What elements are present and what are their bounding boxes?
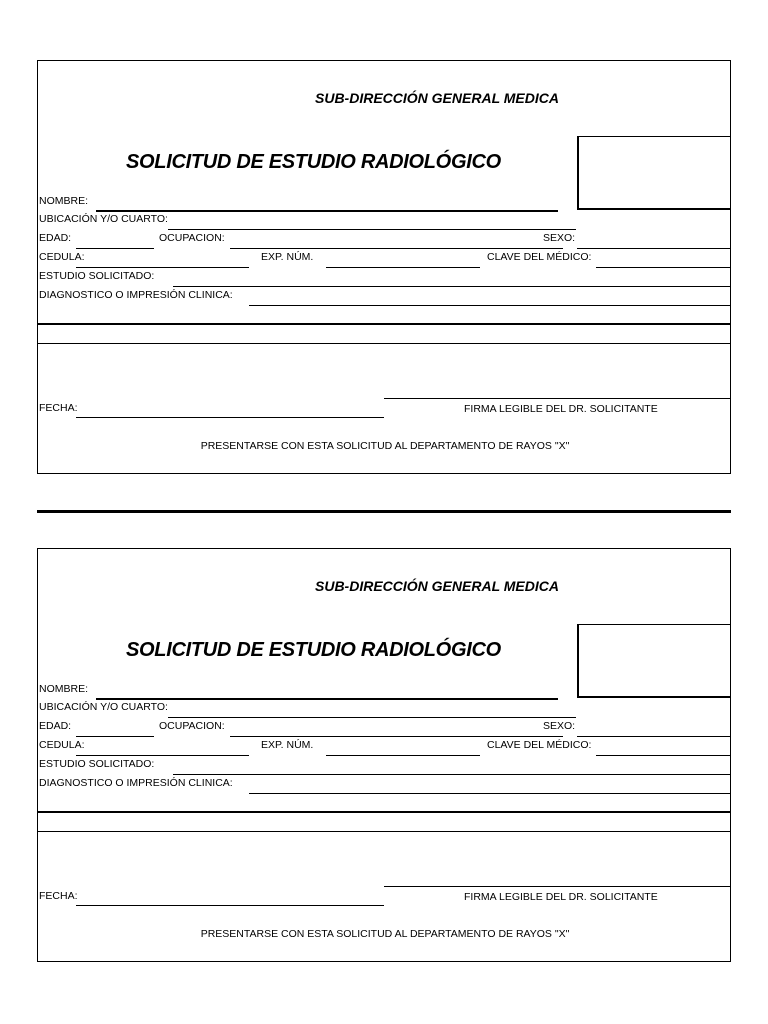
firma-line[interactable]: [384, 398, 731, 399]
form-header: SUB-DIRECCIÓN GENERAL MEDICA: [315, 578, 559, 594]
form-header: SUB-DIRECCIÓN GENERAL MEDICA: [315, 90, 559, 106]
footer-note: PRESENTARSE CON ESTA SOLICITUD AL DEPARTAMENTO DE RAYOS "X": [200, 928, 570, 940]
request-form-1: [37, 60, 731, 474]
ocupacion-field[interactable]: [230, 736, 563, 737]
sexo-label: SEXO:: [543, 232, 576, 244]
fecha-field[interactable]: [76, 905, 384, 906]
edad-label: EDAD:: [39, 720, 72, 732]
exp-num-field[interactable]: [326, 755, 480, 756]
footer-note: PRESENTARSE CON ESTA SOLICITUD AL DEPARTAMENTO DE RAYOS "X": [200, 440, 570, 452]
diagnostico-field[interactable]: [249, 793, 731, 794]
fecha-label: FECHA:: [39, 890, 78, 902]
cedula-field[interactable]: [76, 267, 249, 268]
diagnostico-field[interactable]: [249, 305, 731, 306]
firma-line[interactable]: [384, 886, 731, 887]
exp-num-label: EXP. NÚM.: [261, 251, 314, 263]
cedula-field[interactable]: [76, 755, 249, 756]
nombre-field[interactable]: [96, 210, 558, 212]
form-title: SOLICITUD DE ESTUDIO RADIOLÓGICO: [126, 639, 501, 661]
nombre-label: NOMBRE:: [39, 195, 89, 207]
firma-label: FIRMA LEGIBLE DEL DR. SOLICITANTE: [464, 403, 658, 415]
section-divider-top: [38, 323, 730, 325]
clave-medico-field[interactable]: [596, 267, 731, 268]
ubicacion-label: UBICACIÓN Y/O CUARTO:: [39, 701, 168, 713]
fecha-field[interactable]: [76, 417, 384, 418]
edad-field[interactable]: [76, 736, 154, 737]
stamp-box: [577, 624, 731, 698]
estudio-field[interactable]: [173, 774, 731, 775]
cut-separator: [37, 510, 731, 513]
firma-label: FIRMA LEGIBLE DEL DR. SOLICITANTE: [464, 891, 658, 903]
cedula-label: CEDULA:: [39, 251, 85, 263]
estudio-label: ESTUDIO SOLICITADO:: [39, 270, 155, 282]
ubicacion-field[interactable]: [168, 229, 576, 230]
ubicacion-field[interactable]: [168, 717, 576, 718]
diagnostico-label: DIAGNOSTICO O IMPRESIÓN CLINICA:: [39, 289, 233, 301]
form-title: SOLICITUD DE ESTUDIO RADIOLÓGICO: [126, 151, 501, 173]
estudio-label: ESTUDIO SOLICITADO:: [39, 758, 155, 770]
cedula-label: CEDULA:: [39, 739, 85, 751]
diagnostico-label: DIAGNOSTICO O IMPRESIÓN CLINICA:: [39, 777, 233, 789]
clave-medico-label: CLAVE DEL MÉDICO:: [487, 251, 592, 263]
edad-field[interactable]: [76, 248, 154, 249]
edad-label: EDAD:: [39, 232, 72, 244]
fecha-label: FECHA:: [39, 402, 78, 414]
ocupacion-label: OCUPACION:: [159, 720, 225, 732]
exp-num-label: EXP. NÚM.: [261, 739, 314, 751]
ubicacion-label: UBICACIÓN Y/O CUARTO:: [39, 213, 168, 225]
estudio-field[interactable]: [173, 286, 731, 287]
nombre-field[interactable]: [96, 698, 558, 700]
sexo-field[interactable]: [577, 736, 731, 737]
stamp-box: [577, 136, 731, 210]
ocupacion-field[interactable]: [230, 248, 563, 249]
clave-medico-label: CLAVE DEL MÉDICO:: [487, 739, 592, 751]
section-divider-top: [38, 811, 730, 813]
ocupacion-label: OCUPACION:: [159, 232, 225, 244]
request-form-2: [37, 548, 731, 962]
section-divider-bottom: [38, 831, 730, 832]
section-divider-bottom: [38, 343, 730, 344]
sexo-field[interactable]: [577, 248, 731, 249]
nombre-label: NOMBRE:: [39, 683, 89, 695]
exp-num-field[interactable]: [326, 267, 480, 268]
sexo-label: SEXO:: [543, 720, 576, 732]
clave-medico-field[interactable]: [596, 755, 731, 756]
